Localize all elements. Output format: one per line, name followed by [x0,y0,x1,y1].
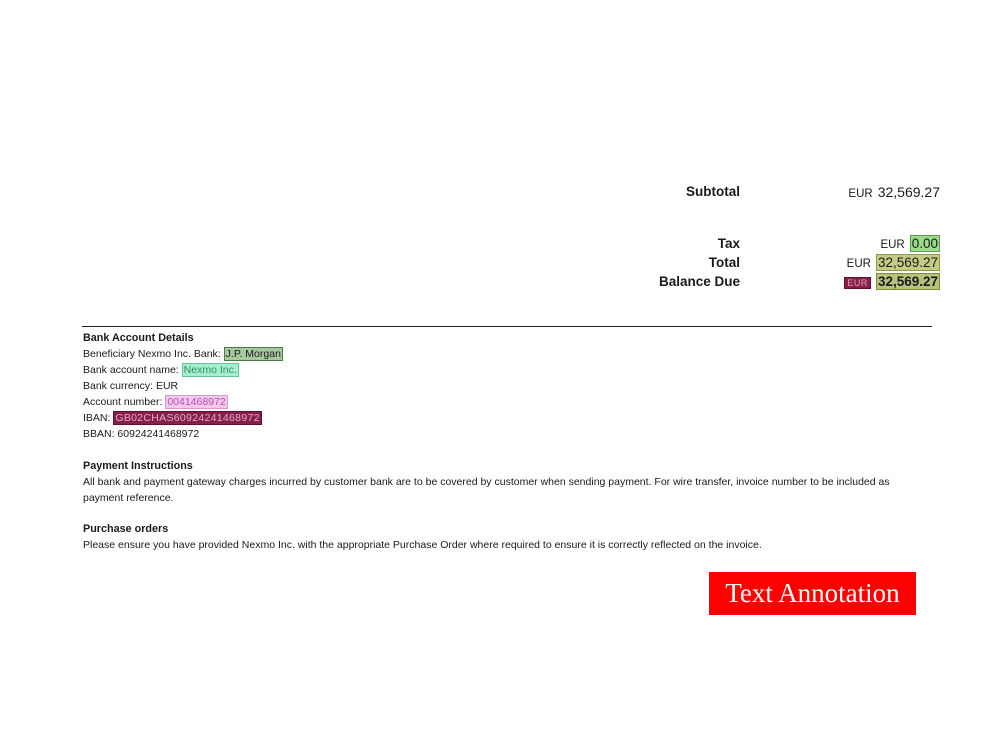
section-divider [82,326,932,327]
balance-due-label: Balance Due [658,274,740,289]
account-number-line [83,394,933,410]
beneficiary-line [83,346,933,362]
subtotal-value [848,183,940,203]
tax-currency: EUR [880,239,905,251]
text-annotation-label: Text Annotation [709,572,916,615]
total-label: Total [708,255,740,270]
tax-row [560,235,940,253]
account-number-value: 0041468972 [167,396,226,408]
payment-instructions-title: Payment Instructions [83,460,193,472]
invoice-totals [560,0,950,300]
payment-instructions-text: All bank and payment gateway charges incurred by customer bank are to be covered by customer when sending payment. For wire transfer, invoice number to be included as payment reference. [83,476,890,504]
bank-account-title: Bank Account Details [83,332,194,344]
bank-account-section [83,330,933,442]
purchase-orders-section [83,521,933,553]
tax-value [880,235,940,254]
iban-prefix: IBAN: [83,412,111,424]
account-number-prefix: Account number: [83,396,163,408]
iban-line [83,410,933,426]
payment-instructions-section [83,458,933,506]
beneficiary-bank: J.P. Morgan [225,348,281,360]
total-amount: 32,569.27 [877,255,938,270]
bban-line: BBAN: 60924241468972 [83,428,200,440]
total-currency: EUR [846,258,871,270]
account-name-prefix: Bank account name: [83,364,179,376]
tax-label: Tax [717,236,740,251]
balance-due-row [560,273,940,291]
account-name-value: Nexmo Inc. [183,364,237,376]
total-value [847,254,940,273]
total-row [560,254,940,272]
iban-value: GB02CHAS60924241468972 [115,412,260,424]
account-name-line [83,362,933,378]
invoice-details [83,330,933,553]
subtotal-row [560,183,940,201]
balance-due-value [844,273,940,292]
beneficiary-prefix: Beneficiary Nexmo Inc. Bank: [83,348,221,360]
purchase-orders-text: Please ensure you have provided Nexmo Inc. with the appropriate Purchase Order where required to ensure it is correctly reflected on the invoice. [83,539,762,551]
subtotal-amount: 32,569.27 [877,184,940,200]
purchase-orders-title: Purchase orders [83,523,169,535]
bank-currency-line: Bank currency: EUR [83,380,179,392]
balance-due-currency: EUR [844,277,871,289]
subtotal-label: Subtotal [686,184,740,199]
balance-due-amount: 32,569.27 [877,274,938,289]
tax-amount: 0.00 [911,236,938,251]
subtotal-currency: EUR [848,188,873,200]
